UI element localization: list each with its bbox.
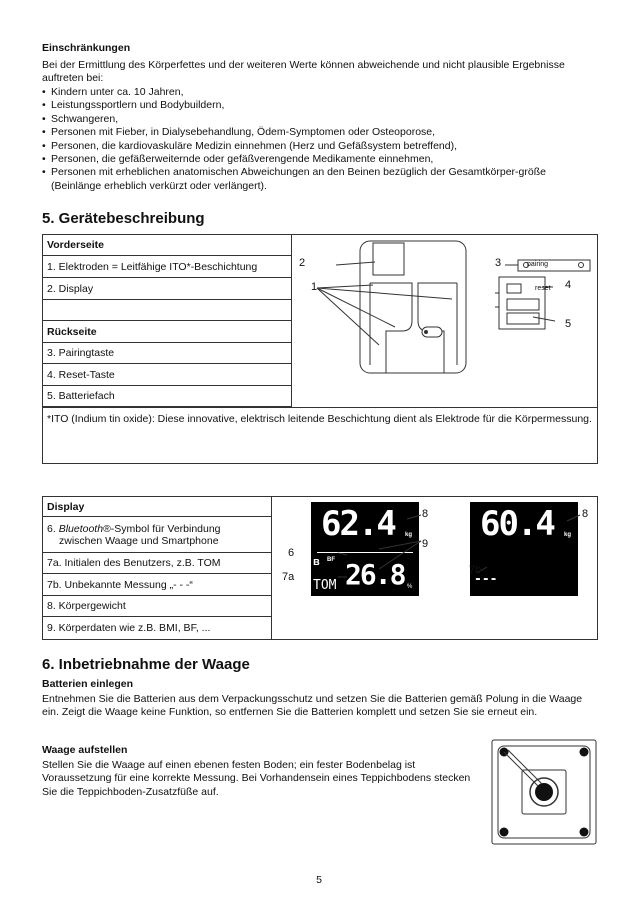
display-1-callout-lines — [283, 507, 443, 587]
callout-9: 9 — [422, 538, 429, 550]
back-item-battery: 5. Batteriefach — [43, 386, 291, 407]
reset-label: reset — [535, 285, 551, 292]
pairing-label: pairing — [527, 261, 549, 268]
user-initials: TOM — [313, 578, 337, 593]
list-item: • Schwangeren, — [42, 113, 597, 126]
setup-subheading: Waage aufstellen — [42, 744, 128, 756]
display-item-weight: 8. Körpergewicht — [43, 596, 271, 617]
empty-row — [43, 300, 291, 321]
list-item: • Personen mit erheblichen anatomischen Abweichungen an den Beinen bezüglich der Gesamtkörper-größe (Beinlänge erheblich verkürzt oder verlängert). — [42, 166, 597, 193]
list-item: • Personen mit Fieber, in Dialysebehandlung, Ödem-Symptomen oder Osteoporose, — [42, 126, 597, 139]
unit-kg-2: kg — [564, 532, 572, 538]
display-header: Display — [43, 497, 271, 517]
weight-reading: 62.4 — [321, 504, 395, 544]
list-item: • Personen, die kardiovaskuläre Medizin einnehmen (Herz und Gefäßsystem betreffend), — [42, 140, 597, 153]
front-item-display: 2. Display — [43, 278, 291, 300]
display-item-bodydata: 9. Körperdaten wie z.B. BMI, BF, ... — [47, 622, 211, 634]
front-label: Vorderseite — [43, 235, 291, 256]
page-number: 5 — [316, 874, 322, 886]
ito-footnote: *ITO (Indium tin oxide): Diese innovative, elektrisch leitende Beschichtung dient als Elektrode für die Körpermessung. — [47, 413, 592, 425]
batteries-subheading: Batterien einlegen — [42, 678, 134, 690]
display-2-callout-lines — [443, 507, 599, 587]
callout-6: 6 — [288, 547, 295, 559]
callout-2: 2 — [299, 257, 306, 269]
restrictions-intro: Bei der Ermittlung des Körperfettes und der weiteren Werte können abweichende und nicht plausible Ergebnisse auftreten bei: — [42, 59, 565, 85]
display-item-initials: 7a. Initialen des Benutzers, z.B. TOM — [43, 553, 271, 574]
bluetooth-icon: ʙ — [313, 556, 320, 568]
section6-title: 6. Inbetriebnahme der Waage — [42, 656, 250, 673]
unit-kg: kg — [405, 532, 413, 538]
weight-reading-2: 60.4 — [480, 504, 554, 544]
body-value: 26.8 — [345, 558, 405, 591]
callout-1: 1 — [311, 281, 318, 293]
device-description-box — [42, 234, 598, 464]
display-box — [42, 496, 598, 640]
back-item-reset: 4. Reset-Taste — [43, 364, 291, 386]
scale-feet-illustration — [490, 738, 598, 846]
callout-3: 3 — [495, 257, 502, 269]
back-item-pairing: 3. Pairingtaste — [43, 343, 291, 364]
restrictions-list — [42, 86, 597, 193]
display-item-unknown: 7b. Unbekannte Messung „- - -“ — [43, 574, 271, 596]
callout-8b: 8 — [582, 508, 589, 520]
callout-5: 5 — [565, 318, 572, 330]
setup-paragraph: Stellen Sie die Waage auf einen ebenen festen Boden; ein fester Bodenbelag ist Voraussetzung für eine korrekte Messung. Bei Vorhandensein eines Teppichbodens stecken Sie die Teppichboden-Zusatzfüße auf. — [42, 759, 471, 798]
unknown-measurement: --- — [474, 572, 498, 587]
list-item: • Kindern unter ca. 10 Jahren, — [42, 86, 597, 99]
callout-4: 4 — [565, 279, 572, 291]
unit-percent: % — [407, 584, 413, 590]
front-item-electrodes: 1. Elektroden = Leitfähige ITO*-Beschichtung — [43, 256, 291, 278]
batteries-paragraph: Entnehmen Sie die Batterien aus dem Verpackungsschutz und setzen Sie die Batterien gemäß Polung in die Waage ein. Zeigt die Waage keine Funktion, so entfernen Sie die Batterien komplett und setzen Sie sie erneut ein. — [42, 693, 583, 719]
callout-7b: 7b — [469, 564, 482, 576]
scale-back-detail — [493, 255, 598, 355]
back-label: Rückseite — [43, 321, 291, 343]
bf-label: BF — [327, 557, 335, 563]
restrictions-heading: Einschränkungen — [42, 42, 131, 54]
callout-7a: 7a — [282, 571, 295, 583]
display-item-bluetooth: 6. Bluetooth®-Symbol für Verbindung zwischen Waage und Smartphone — [43, 517, 271, 553]
callout-8: 8 — [422, 508, 429, 520]
list-item: • Leistungssportlern und Bodybuildern, — [42, 99, 597, 112]
section5-title: 5. Gerätebeschreibung — [42, 210, 205, 227]
list-item: • Personen, die gefäßerweiternde oder gefäßverengende Medikamente einnehmen, — [42, 153, 597, 166]
